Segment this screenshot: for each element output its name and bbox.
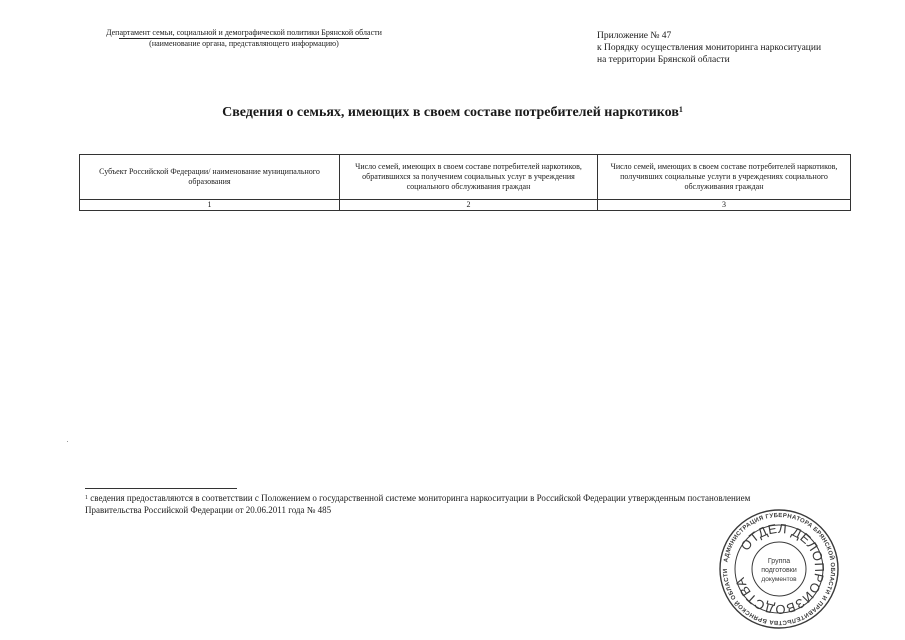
stamp-center-line-2: подготовки — [761, 567, 797, 574]
stamp-center-line-1: Группа — [767, 558, 791, 565]
appendix-procedure: к Порядку осуществления мониторинга наркоситуации — [597, 43, 822, 53]
organization-name: Департамент семьи, социальной и демографической политики Брянской области — [106, 28, 382, 37]
stamp-center-line-3: документов — [761, 576, 797, 583]
footnote-separator — [85, 488, 237, 489]
appendix-number: Приложение № 47 — [597, 31, 672, 41]
column-number: 2 — [340, 200, 598, 211]
document-title — [0, 104, 905, 122]
stamp-graphic — [718, 508, 840, 630]
column-number: 3 — [598, 200, 851, 211]
stamp-outer-lettering: АДМИНИСТРАЦИЯ ГУБЕРНАТОРА БРЯНСКОЙ ОБЛАСТИ И ПРАВИТЕЛЬСТВА БРЯНСКОЙ ОБЛАСТИ — [722, 512, 836, 626]
organization-caption: (наименование органа, представляющего информацию) — [149, 39, 339, 48]
column-number: 1 — [80, 200, 340, 211]
office-stamp — [718, 508, 840, 630]
column-header-families-served: Число семей, имеющих в своем составе потребителей наркотиков, получивших социальные услуги в учреждениях социального обслуживания граждан — [598, 155, 851, 200]
document-title-text: Сведения о семьях, имеющих в своем составе потребителей наркотиков — [222, 105, 679, 120]
report-table — [79, 154, 851, 211]
organization-block — [92, 28, 396, 49]
column-header-families-applied: Число семей, имеющих в своем составе потребителей наркотиков, обратившихся за получением социальных услуг в учреждения социального обслуживания граждан — [340, 155, 598, 200]
column-number-row — [80, 200, 851, 211]
column-header-subject: Субъект Российской Федерации/ наименование муниципального образования — [80, 155, 340, 200]
footnote-mark: 1 — [85, 495, 88, 501]
title-footnote-mark: 1 — [678, 105, 683, 114]
footnote-text: сведения предоставляются в соответствии с Положением о государственной системе мониторинга наркоситуации в Российской Федерации утвержденным постановлением Правительства Российской Федерации от 20.06.2011 года № 485 — [85, 493, 751, 515]
appendix-reference — [597, 30, 857, 66]
appendix-territory: на территории Брянской области — [597, 55, 730, 65]
scan-speck — [67, 441, 68, 442]
stamp-inner-lettering: ОТДЕЛ ДЕЛОПРОИЗВОДСТВА — [732, 520, 828, 618]
footnote — [85, 492, 805, 516]
table-header-row — [80, 155, 851, 200]
